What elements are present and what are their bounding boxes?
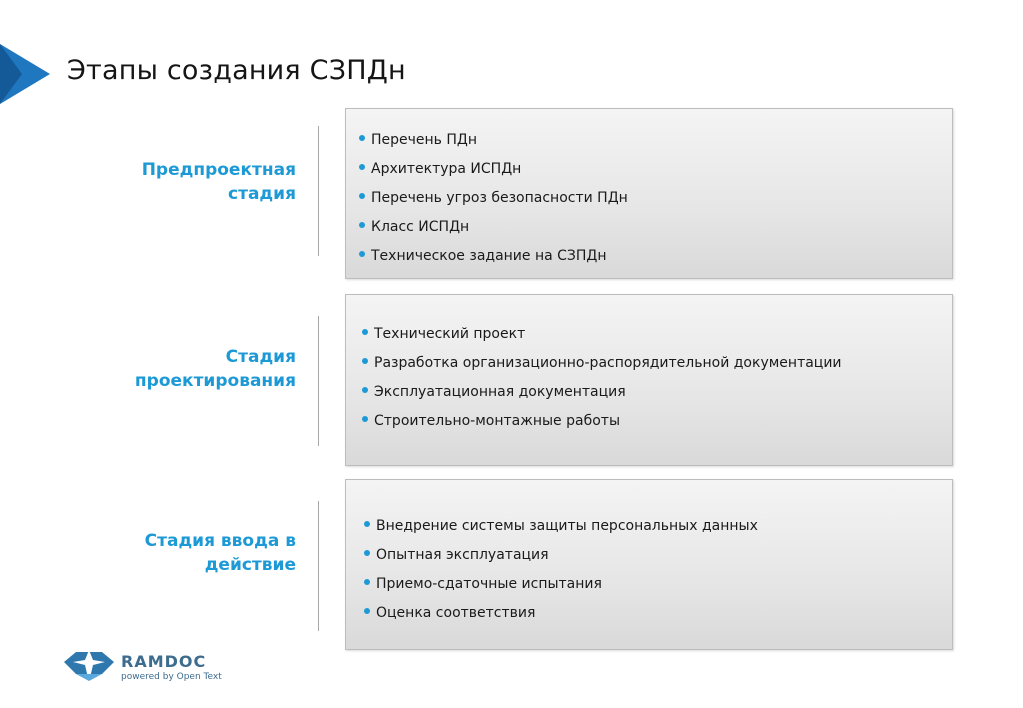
list-item <box>364 512 952 541</box>
bullet-icon <box>362 387 368 393</box>
stage-items-box <box>345 479 953 650</box>
stage-label-line: действие <box>204 555 296 575</box>
list-item <box>359 242 952 271</box>
bullet-icon <box>359 135 365 141</box>
list-item-text: Оценка соответствия <box>376 605 536 621</box>
list-item-text: Архитектура ИСПДн <box>371 161 522 177</box>
list-item <box>364 599 952 628</box>
stage-label-line: проектирования <box>134 371 296 391</box>
list-item <box>359 213 952 242</box>
stage-label <box>76 529 296 577</box>
list-item-text: Внедрение системы защиты персональных данных <box>376 518 758 534</box>
bullet-icon <box>362 329 368 335</box>
list-item-text: Разработка организационно-распорядительной документации <box>374 355 842 371</box>
stage-label <box>76 158 296 206</box>
list-item-text: Технический проект <box>374 326 526 342</box>
stage-items-list <box>359 126 952 271</box>
list-item <box>359 184 952 213</box>
list-item-text: Опытная эксплуатация <box>376 547 549 563</box>
stage-label-line: стадия <box>228 184 296 204</box>
list-item <box>359 155 952 184</box>
bullet-icon <box>362 416 368 422</box>
list-item-text: Перечень ПДн <box>371 132 477 148</box>
ramdoc-logo <box>64 648 234 688</box>
stage-divider <box>318 126 319 256</box>
bullet-icon <box>364 579 370 585</box>
list-item <box>362 378 952 407</box>
logo-name: RAMDOC <box>121 652 207 671</box>
stage-label-line: Стадия <box>225 347 296 367</box>
bullet-icon <box>359 193 365 199</box>
stage-label <box>76 345 296 393</box>
stage-divider <box>318 316 319 446</box>
bullet-icon <box>364 550 370 556</box>
list-item-text: Строительно-монтажные работы <box>374 413 620 429</box>
list-item-text: Техническое задание на СЗПДн <box>371 248 607 264</box>
list-item <box>362 407 952 436</box>
list-item-text: Приемо-сдаточные испытания <box>376 576 602 592</box>
stage-label-line: Стадия ввода в <box>144 531 296 551</box>
stage-items-list <box>364 512 952 628</box>
bullet-icon <box>364 608 370 614</box>
list-item <box>362 349 952 378</box>
list-item <box>359 126 952 155</box>
ramdoc-logo-mark-icon <box>64 648 114 684</box>
list-item-text: Класс ИСПДн <box>371 219 470 235</box>
title-accent-shape-shade <box>0 44 22 104</box>
list-item <box>364 541 952 570</box>
stage-items-list <box>362 320 952 436</box>
stage-divider <box>318 501 319 631</box>
page-title: Этапы создания СЗПДн <box>67 55 406 86</box>
bullet-icon <box>359 164 365 170</box>
bullet-icon <box>359 251 365 257</box>
list-item <box>362 320 952 349</box>
bullet-icon <box>359 222 365 228</box>
stage-label-line: Предпроектная <box>141 160 296 180</box>
stage-items-box <box>345 294 953 466</box>
stage-items-box <box>345 108 953 279</box>
bullet-icon <box>362 358 368 364</box>
bullet-icon <box>364 521 370 527</box>
list-item-text: Эксплуатационная документация <box>374 384 626 400</box>
logo-tagline: powered by Open Text <box>121 672 222 682</box>
list-item-text: Перечень угроз безопасности ПДн <box>371 190 628 206</box>
list-item <box>364 570 952 599</box>
